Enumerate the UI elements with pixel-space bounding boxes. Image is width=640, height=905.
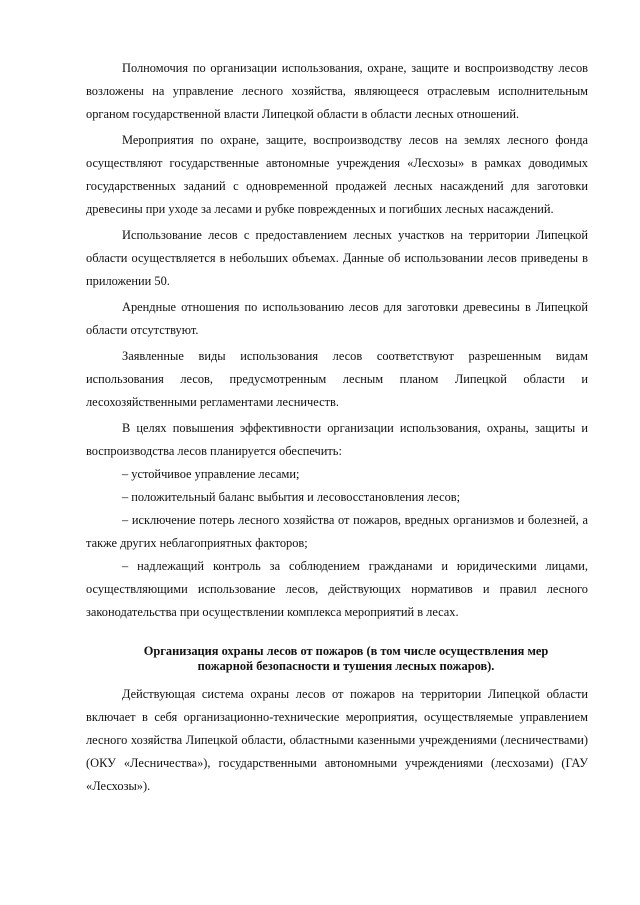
paragraph-declared-uses: Заявленные виды использования лесов соответствуют разрешенным видам использования лесов, предусмотренным лесным планом Липецкой области и лесохозяйственными регламентами лесничеств. [86, 349, 588, 409]
paragraph-measures: Мероприятия по охране, защите, воспроизводству лесов на землях лесного фонда осуществляют государственные автономные учреждения «Лесхозы» в рамках доводимых государственных заданий с одновременной продажей лесных насаждений для заготовки древесины при уходе за лесами и рубке поврежденных и погибших лесных насаждений. [86, 133, 588, 216]
paragraph-lease: Арендные отношения по использованию лесов для заготовки древесины в Липецкой области отсутствуют. [86, 300, 588, 337]
paragraph-goals-intro: В целях повышения эффективности организации использования, охраны, защиты и воспроизводства лесов планируется обеспечить: [86, 421, 588, 458]
list-item: – положительный баланс выбытия и лесовосстановления лесов; [122, 490, 461, 504]
paragraph-authority: Полномочия по организации использования, охране, защите и воспроизводству лесов возложены на управление лесного хозяйства, являющееся отраслевым исполнительным органом государственной власти Липецкой области в области лесных отношений. [86, 61, 588, 121]
list-item: – исключение потерь лесного хозяйства от пожаров, вредных организмов и болезней, а также других неблагоприятных факторов; [86, 513, 588, 550]
paragraph-forest-use: Использование лесов с предоставлением лесных участков на территории Липецкой области осуществляется в небольших объемах. Данные об использовании лесов приведены в приложении 50. [86, 228, 588, 288]
list-item: – надлежащий контроль за соблюдением гражданами и юридическими лицами, осуществляющими использование лесов, действующих нормативов и правил лесного законодательства при осуществлении комплекса мероприятий в лесах. [86, 559, 588, 619]
list-item: – устойчивое управление лесами; [122, 467, 300, 481]
section-heading: Организация охраны лесов от пожаров (в том числе осуществления мер пожарной безопасности и тушения лесных пожаров). [143, 644, 549, 673]
paragraph-fire-protection: Действующая система охраны лесов от пожаров на территории Липецкой области включает в себя организационно-технические мероприятия, осуществляемые управлением лесного хозяйства Липецкой области, областными казенными учреждениями (лесничествами) (ОКУ «Лесничества»), государственными автономными учреждениями (лесхозами) (ГАУ «Лесхозы»). [86, 687, 588, 793]
document-page [86, 57, 588, 798]
